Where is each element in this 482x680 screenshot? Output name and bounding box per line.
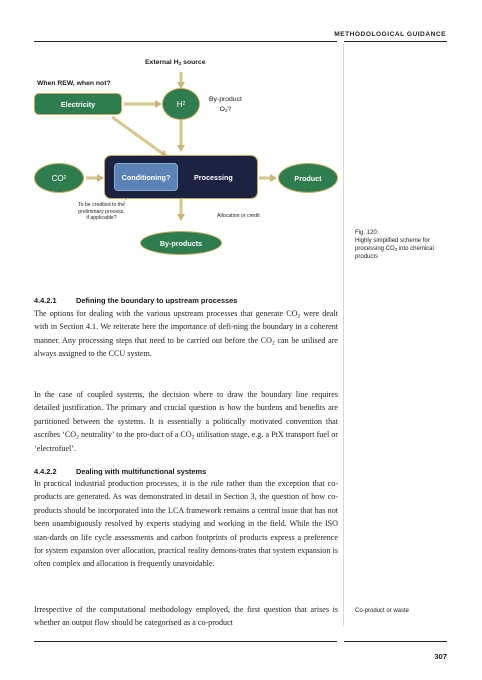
section-heading-4-4-2-1: 4.4.2.1 Defining the boundary to upstream processes (34, 296, 238, 305)
figure-caption: Fig. 120: Highly simplified scheme for processing $CO_2$ into chemical products (355, 230, 434, 260)
footer-rule-right (344, 641, 447, 642)
section-heading-4-4-2-2: 4.4.2.2 Dealing with multifunctional systems (34, 467, 207, 476)
margin-note-co-product: Co-product or waste (355, 608, 410, 614)
page-number: 307 (434, 652, 447, 661)
co2-node: CO 2 (34, 163, 84, 193)
section1-paragraph-1: The options for dealing with the various upstream processes that generate $CO_2$ were dealt with in Section 4.1. We reiterate here the importance of defi-ning the boundary in a coherent manner. Any processing steps that need to be carried out before the $CO_2$ can be utilised are always assigned to the CCU system. (34, 309, 338, 359)
byproduct-o2-label: By-product $O_2$? (209, 96, 242, 114)
processing-node: Processing (104, 155, 258, 199)
section1-paragraph-2: In the case of coupled systems, the decision where to draw the boundary line requires detailed justification. The primary and crucial question is how the burdens and benefits are partitioned between the systems. It is essentially a politically motivated convention that ascribes ‘$CO_2$ neutrality’ to the pro-duct of a $CO_2$ utilisation stage, e.g. a PtX transport fuel or ‘electrofuel’. (34, 390, 338, 453)
product-node: Product (278, 163, 338, 193)
running-header: METHODOLOGICAL GUIDANCE (334, 31, 446, 38)
footer-rule-left (34, 641, 337, 642)
h2-node: H 2 (162, 88, 200, 120)
credited-label: To be credited to the preliminary process, if applicable? (78, 202, 126, 222)
byproducts-node: By-products (140, 231, 222, 255)
electricity-node: Electricity (34, 93, 122, 115)
allocation-label: Allocation or credit (217, 213, 260, 219)
conditioning-node: Conditioning? (114, 163, 178, 191)
section2-paragraph-2: Irrespective of the computational methodology employed, the first question that arises is whether an output flow should be categorised as a co-product (34, 605, 338, 628)
section2-paragraph-1: In practical industrial production processes, it is the rule rather than the exception that co-products are generated. As was demonstrated in detail in Section 3, the question of how co-products should be incorporated into the LCA framework remains a central issue that has not been unambiguously resolved by experts studying and working in the field. While the ISO stan-dards on life cycle assessments and carbon footprints of products express a preference for system expansion over allocation, practical reality demons-trates that system expansion is often complex and allocation is frequently unavoidable. (34, 479, 338, 569)
rew-question-label: When REW, when not? (37, 80, 111, 87)
external-h2-source-label: External $H_2$ source (145, 59, 206, 67)
